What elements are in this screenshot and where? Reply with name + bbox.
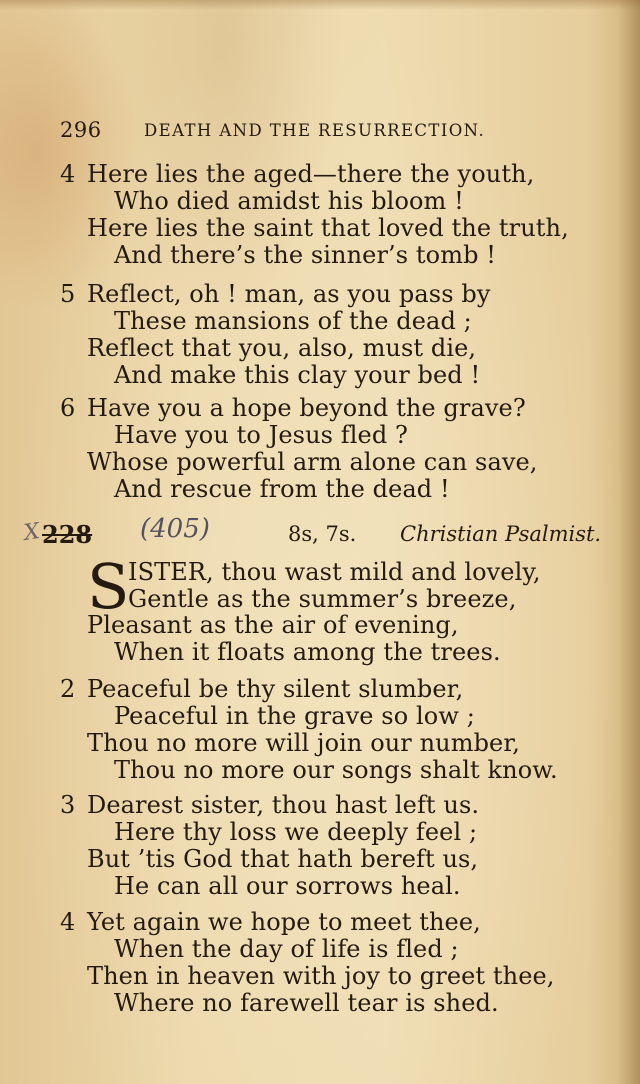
verse-line: Who died amidst his bloom ! — [114, 187, 464, 215]
page-edge-top — [0, 0, 640, 10]
verse-line: He can all our sorrows heal. — [114, 872, 461, 900]
verse-line: When it floats among the trees. — [114, 638, 501, 666]
verse-line: And there’s the sinner’s tomb ! — [114, 241, 497, 269]
verse-line: And rescue from the dead ! — [114, 475, 450, 503]
verse-line: Reflect that you, also, must die, — [87, 334, 477, 362]
verse-line: Gentle as the summer’s breeze, — [128, 585, 517, 613]
verse-line: Thou no more will join our number, — [87, 729, 521, 757]
verse-line: Where no farewell tear is shed. — [114, 989, 499, 1017]
verse-number: 4 — [60, 160, 76, 188]
verse-number: 5 — [60, 280, 76, 308]
verse-number: 3 — [60, 791, 76, 819]
page-number: 296 — [60, 118, 102, 142]
verse-line: Peaceful be thy silent slumber, — [87, 675, 464, 703]
verse-number: 4 — [60, 908, 76, 936]
verse-line: And make this clay your bed ! — [114, 361, 481, 389]
running-title: DEATH AND THE RESURRECTION. — [144, 121, 486, 140]
verse-number: 6 — [60, 394, 76, 422]
verse-line: These mansions of the dead ; — [114, 307, 472, 335]
verse-line: When the day of life is fled ; — [114, 935, 459, 963]
verse-line: ISTER, thou wast mild and lovely, — [128, 558, 541, 586]
verse-line: Dearest sister, thou hast left us. — [87, 791, 480, 819]
verse-number: 2 — [60, 675, 76, 703]
verse-line: Have you a hope beyond the grave? — [87, 394, 526, 422]
verse-line: But ’tis God that hath bereft us, — [87, 845, 479, 873]
handwritten-margin-mark: X — [22, 519, 42, 546]
verse-line: Then in heaven with joy to greet thee, — [87, 962, 555, 990]
hymn-heading — [22, 514, 630, 554]
hymn-number: 228 — [42, 520, 93, 549]
verse-line: Here lies the saint that loved the truth, — [87, 214, 569, 242]
page-header — [60, 118, 560, 144]
verse-line: Here thy loss we deeply feel ; — [114, 818, 478, 846]
verse-line: Here lies the aged—there the youth, — [87, 160, 535, 188]
verse-line: Peaceful in the grave so low ; — [114, 702, 475, 730]
verse-line: Have you to Jesus fled ? — [114, 421, 409, 449]
hymn-meter: 8s, 7s. — [288, 522, 357, 546]
drop-cap-letter: S — [87, 550, 130, 623]
verse-line: Whose powerful arm alone can save, — [87, 448, 538, 476]
verse-line: Pleasant as the air of evening, — [87, 611, 459, 639]
verse-line: Yet again we hope to meet thee, — [87, 908, 481, 936]
hymn-source: Christian Psalmist. — [400, 522, 602, 546]
verse-line: Reflect, oh ! man, as you pass by — [87, 280, 491, 308]
handwritten-hymn-number: (405) — [140, 514, 210, 544]
verse-line: Thou no more our songs shalt know. — [114, 756, 558, 784]
